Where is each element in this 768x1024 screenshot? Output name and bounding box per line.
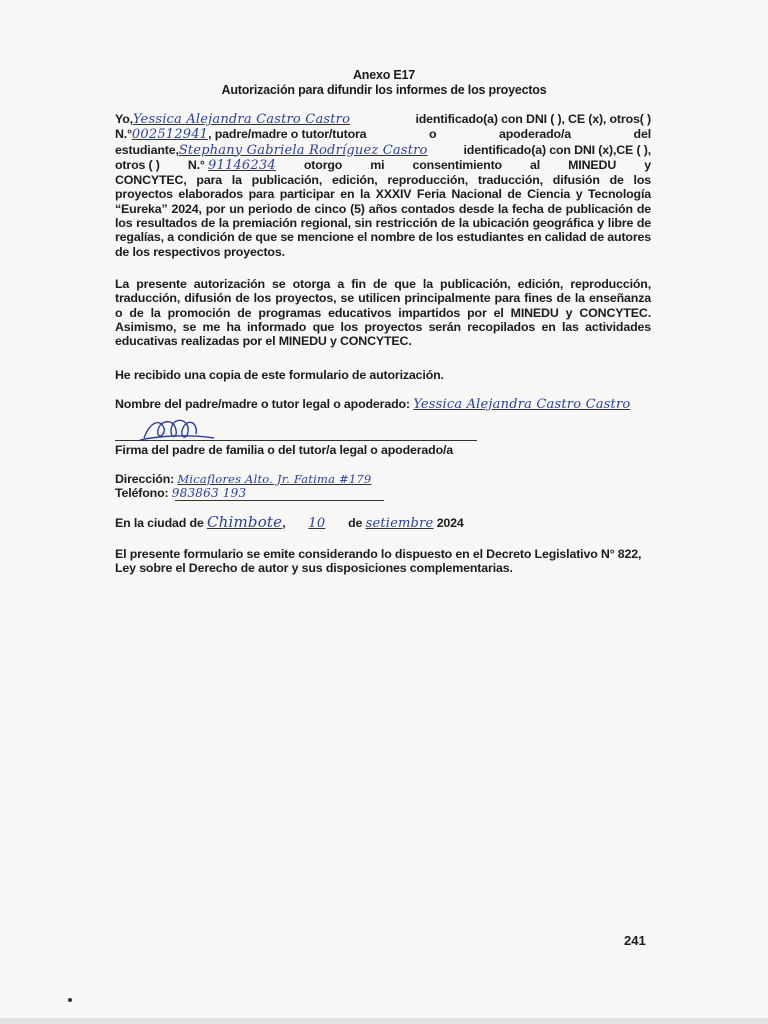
- student-dni-handwritten: 91146234: [208, 157, 276, 173]
- city-handwritten: Chimbote: [206, 513, 283, 531]
- purpose-paragraph: La presente autorización se otorga a fin de que la publicación, edición, reproducción, traducción, difusión de los proyectos, se utilicen principalmente para fines de la enseñanza o de la promoción de programas educativos impartidos por el MINEDU y CONCYTEC. Asimismo, se me ha informado que los proyectos serán recopilados en las actividades educativas realizadas por el MINEDU y CONCYTEC.: [115, 277, 651, 349]
- student-name-handwritten: Stephany Gabriela Rodríguez Castro: [178, 142, 428, 158]
- month-handwritten: setiembre: [365, 516, 434, 531]
- guardian-name-row: [115, 397, 630, 412]
- document-title: Autorización para difundir los informes de los proyectos: [221, 83, 547, 97]
- p1-line-4: otros ( ) N.° 91146234 otorgo mi consentimiento al MINEDU y: [115, 157, 651, 173]
- p1-rest: CONCYTEC, para la publicación, edición, reproducción, traducción, difusión de los proyectos elaborados para participar en la XXXIV Feria Nacional de Ciencia y Tecnología “Eureka” 2024, por un periodo de cinco (5) años contados desde la fecha de publicación de los resultados de la premiación regional, sin restricción de la ubicación geográfica y libre de regalías, a condición de que se mencione el nombre de los estudiantes en calidad de autores de los respectivos proyectos.: [115, 173, 651, 259]
- address-handwritten: Micaflores Alto. Jr. Fatima #179: [177, 472, 372, 486]
- phone-line: [175, 500, 384, 501]
- p1-line-1: Yo,Yessica Alejandra Castro Castro identificado(a) con DNI ( ), CE (x), otros( ): [115, 112, 651, 127]
- parent-document-number: 002512941: [131, 127, 209, 143]
- phone-handwritten: 983863 193: [171, 486, 247, 500]
- city-label: En la ciudad de: [115, 516, 204, 530]
- guardian-name-label: Nombre del padre/madre o tutor legal o apoderado:: [115, 397, 410, 411]
- p1-line-2: N.°002512941, padre/madre o tutor/tutora o apoderado/a del: [115, 127, 651, 143]
- city-date-row: En la ciudad de Chimbote, 10 de setiembre 2024: [115, 513, 464, 531]
- scan-speck: [68, 998, 72, 1002]
- parent-name-handwritten: Yessica Alejandra Castro Castro: [132, 112, 351, 127]
- phone-label: Teléfono:: [115, 486, 169, 500]
- closing-statement: El presente formulario se emite considerando lo dispuesto en el Decreto Legislativo N° 822, Ley sobre el Derecho de autor y sus disposiciones complementarias.: [115, 547, 642, 576]
- consent-paragraph: [115, 112, 651, 259]
- address-label: Dirección:: [115, 472, 175, 486]
- year-label: 2024: [436, 516, 464, 530]
- signature-line: [115, 440, 477, 441]
- page-number: 241: [624, 933, 646, 948]
- day-handwritten: 10: [308, 516, 326, 531]
- de-label: de: [348, 516, 363, 530]
- guardian-name-handwritten: Yessica Alejandra Castro Castro: [413, 397, 631, 412]
- annex-label: Anexo E17: [352, 68, 416, 82]
- phone-row: [115, 486, 246, 500]
- p1-line-3: estudiante,Stephany Gabriela Rodríguez Castro identificado(a) con DNI (x),CE ( ),: [115, 142, 651, 158]
- signature-label: Firma del padre de familia o del tutor/a legal o apoderado/a: [115, 443, 454, 457]
- address-row: [115, 472, 371, 486]
- copy-received-statement: He recibido una copia de este formulario de autorización.: [115, 368, 444, 382]
- scan-edge: [0, 1018, 768, 1024]
